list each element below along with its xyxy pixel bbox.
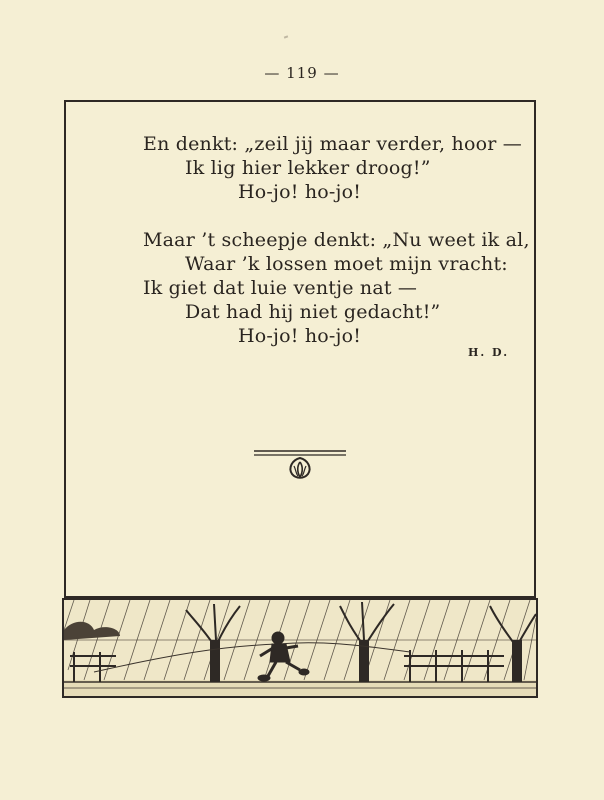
poem-line-8: Ho-jo! ho-jo! xyxy=(238,325,362,347)
boy-running-in-rain-illustration xyxy=(62,598,538,698)
poem-line-1: En denkt: „zeil jij maar verder, hoor — xyxy=(143,133,522,155)
poem-line-6: Ik giet dat luie ventje nat — xyxy=(143,277,418,299)
poem-signature: H. D. xyxy=(468,346,510,359)
poem-line-4: Maar ’t scheepje denkt: „Nu weet ik al, xyxy=(143,229,530,251)
poem-line-5: Waar ’k lossen moet mijn vracht: xyxy=(185,253,508,275)
poem-line-3: Ho-jo! ho-jo! xyxy=(238,181,362,203)
page-number: — 119 — xyxy=(264,64,340,82)
poem-line-2: Ik lig hier lekker droog!” xyxy=(185,157,431,179)
poem-line-7: Dat had hij niet gedacht!” xyxy=(185,301,441,323)
leaf-ornament-icon xyxy=(252,448,348,482)
